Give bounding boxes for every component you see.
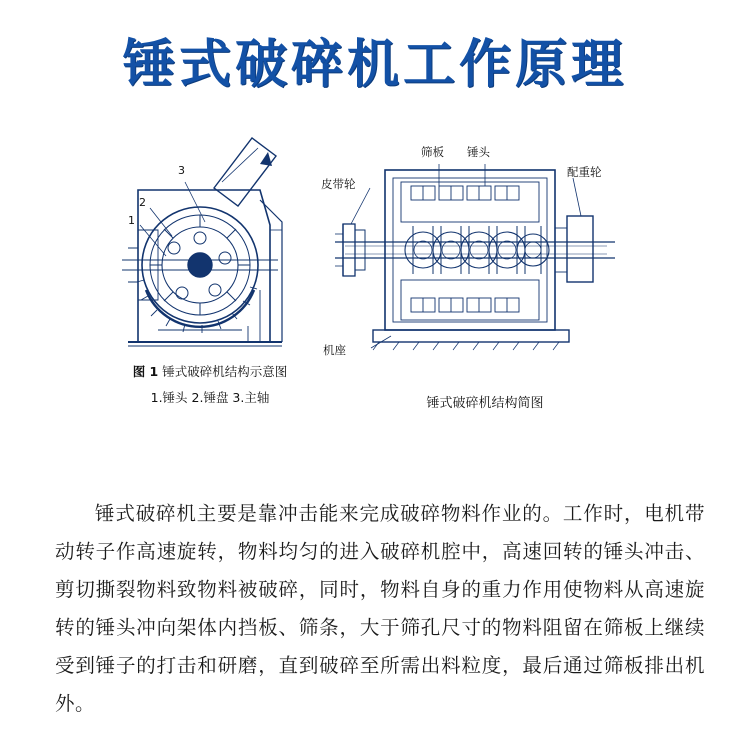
figure-left-legend: 1.锤头 2.锤盘 3.主轴	[150, 390, 270, 405]
label-hammer-head: 锤头	[467, 145, 490, 159]
figure-left	[110, 130, 300, 420]
callout-3: 3	[178, 164, 185, 177]
figure-left-number: 图 1	[132, 364, 159, 379]
figure-right-caption: 锤式破碎机结构简图	[426, 396, 544, 411]
diagram-area	[110, 130, 650, 440]
callout-1: 1	[128, 214, 135, 227]
body-paragraph: 锤式破碎机主要是靠冲击能来完成破碎物料作业的。工作时，电机带动转子作高速旋转，物料均匀的进入破碎机腔中，高速回转的锤头冲击、剪切撕裂物料致物料被破碎，同时，物料自身的重力作用使物料从高速旋转的锤头冲向架体内挡板、筛条，大于筛孔尺寸的物料阻留在筛板上继续受到锤子的打击和研磨，直到破碎至所需出料粒度，最后通过筛板排出机外。	[55, 502, 705, 715]
figure-left-caption	[120, 362, 300, 380]
label-base: 机座	[323, 343, 346, 357]
label-belt-pulley: 皮带轮	[321, 177, 356, 191]
page-title: 锤式破碎机工作原理	[122, 34, 627, 95]
label-screen-plate: 筛板	[421, 145, 444, 159]
label-counterweight-wheel: 配重轮	[567, 165, 602, 179]
figure-left-caption-text: 锤式破碎机结构示意图	[162, 364, 288, 379]
hammer-crusher-structure-diagram	[110, 130, 300, 360]
callout-2: 2	[139, 196, 146, 209]
figure-right	[315, 130, 650, 420]
